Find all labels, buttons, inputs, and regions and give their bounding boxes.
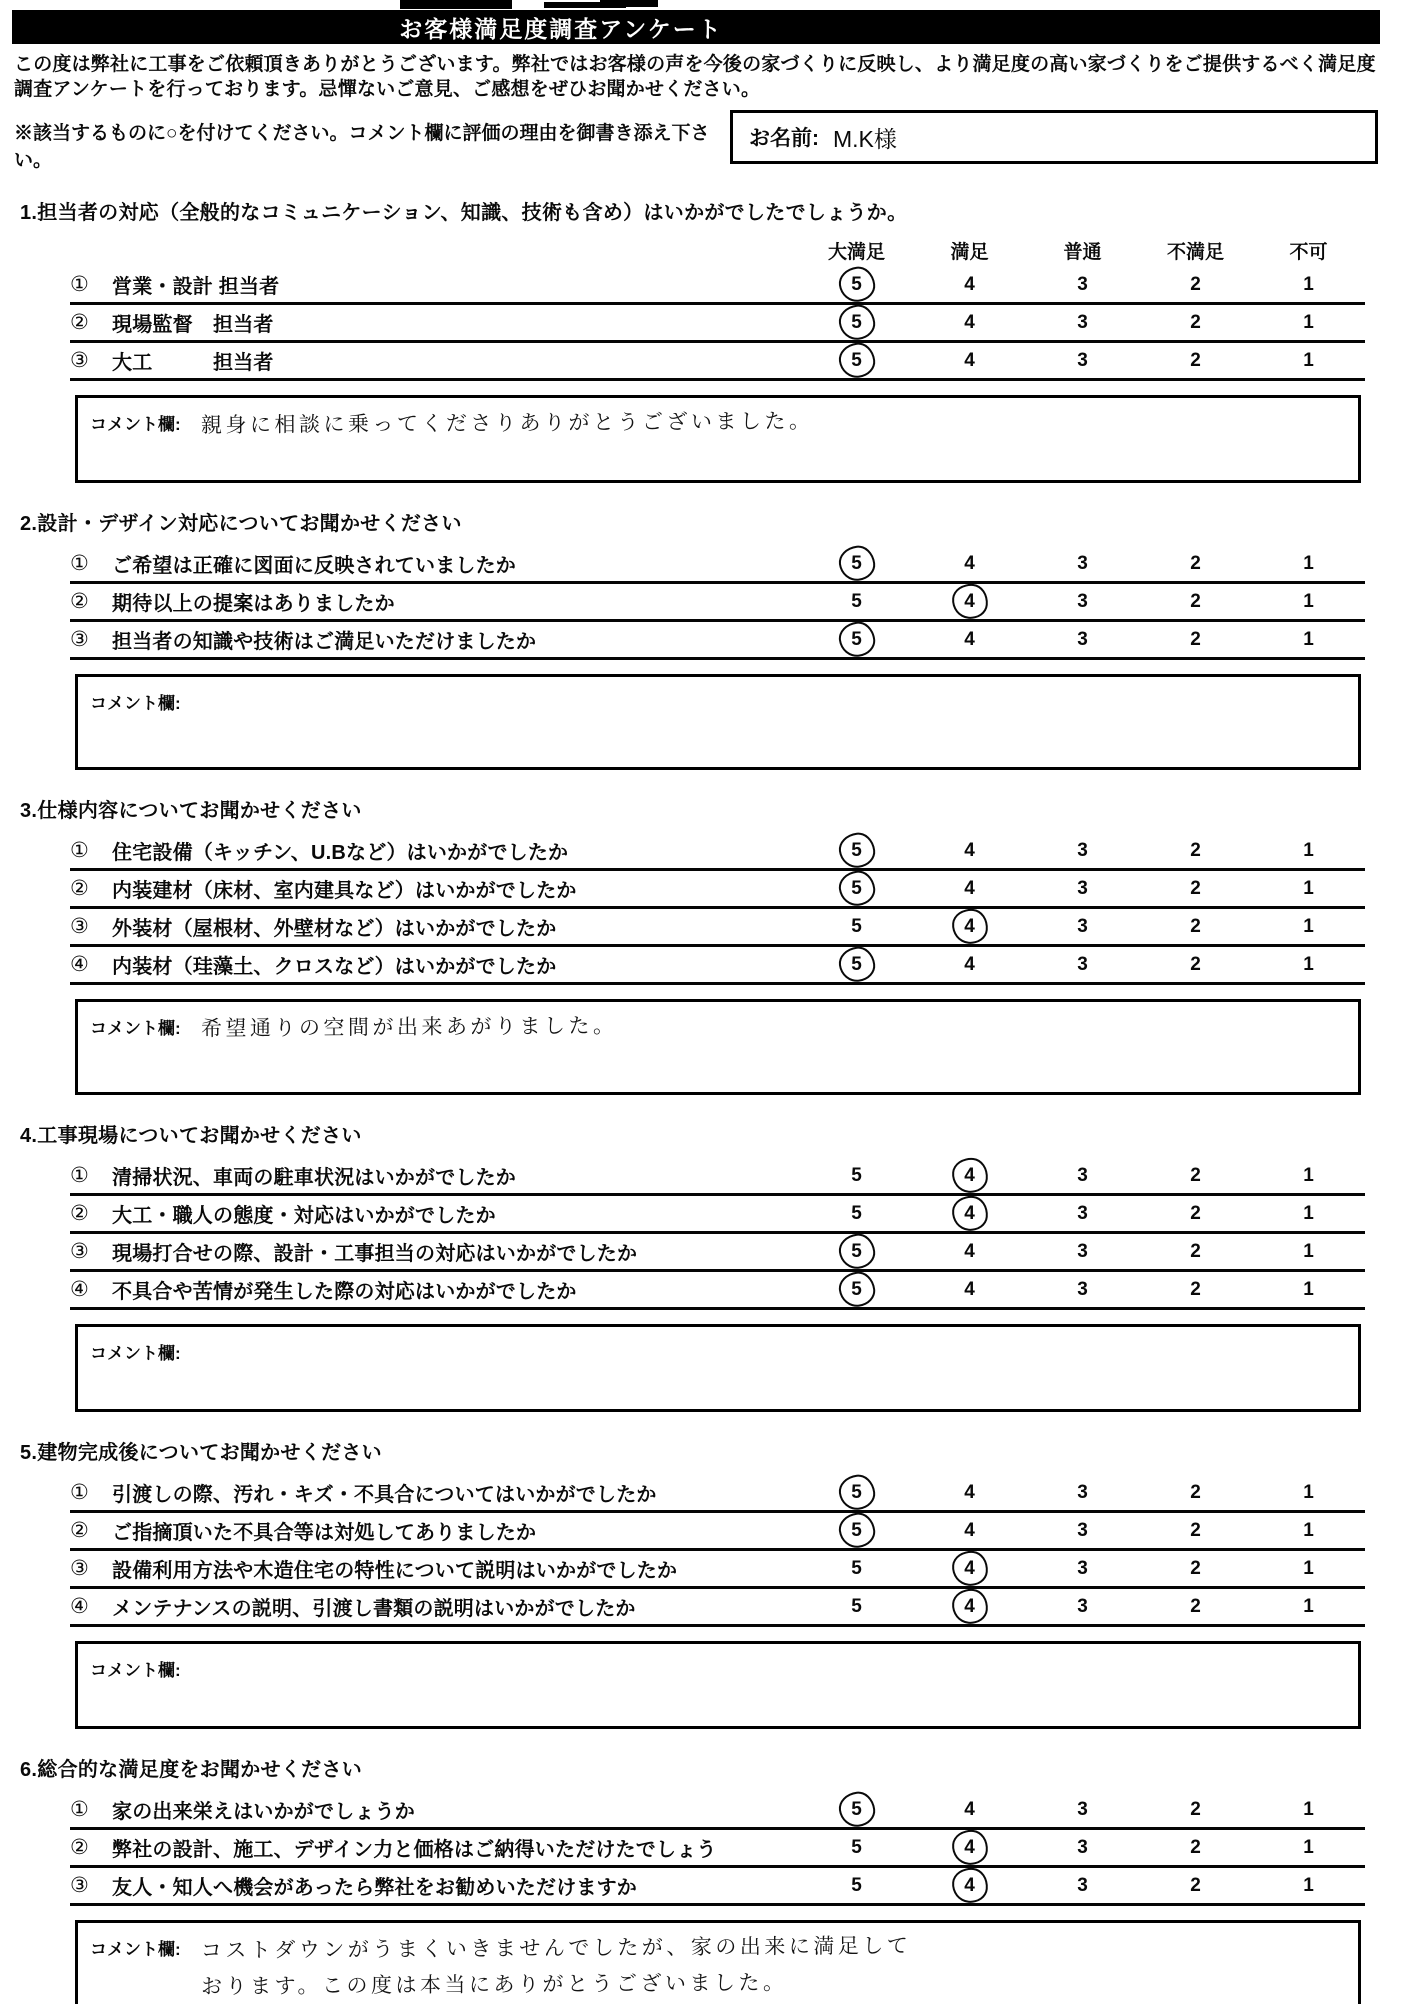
rating-option-2[interactable]: 2 (1190, 552, 1201, 574)
rating-option-3[interactable]: 3 (1077, 915, 1088, 937)
rating-options (800, 350, 1365, 372)
handwritten-comment: コストダウンがうまくいきませんでしたが、家の出来に満足して おります。この度は本当にありがとうございました。 (200, 1934, 912, 1999)
rating-option-4[interactable]: 4 (964, 273, 975, 295)
rating-option-1[interactable]: 1 (1303, 552, 1314, 574)
question-row (70, 1551, 1365, 1589)
rating-option-4[interactable]: 4 (964, 628, 975, 650)
rating-option-3[interactable]: 3 (1077, 877, 1088, 899)
rating-option-5[interactable]: 5 (800, 878, 913, 900)
question-label: 引渡しの際、汚れ・キズ・不具合についてはいかがでしたか (112, 1484, 657, 1506)
rating-option-1[interactable]: 1 (1303, 1240, 1314, 1262)
rating-option-2[interactable]: 2 (1190, 1519, 1201, 1541)
rating-options (800, 274, 1365, 296)
intro-text: この度は弊社に工事をご依頼頂きありがとうございます。弊社ではお客様の声を今後の家づくりに反映し、より満足度の高い家づくりをご提供するべく満足度調査アンケートを行っております。忌憚ないご意見、ご感想をぜひお聞かせください。 (14, 54, 1376, 100)
rating-option-3[interactable]: 3 (1077, 349, 1088, 371)
rating-option-5[interactable]: 5 (851, 1595, 862, 1617)
section-heading: 6.総合的な満足度をお聞かせください (20, 1759, 363, 1781)
question-number: ② (70, 1202, 89, 1225)
scale-header-manzoku: 満足 (950, 242, 989, 263)
handwritten-comment: 希望通りの空間が出来あがりました。 (200, 1014, 618, 1041)
question-label: 期待以上の提案はありましたか (112, 593, 395, 615)
question-row (70, 1234, 1365, 1272)
comment-label: コメント欄: (90, 1344, 181, 1363)
rating-options (800, 1558, 1365, 1580)
question-label: 友人・知人へ機会があったら弊社をお勧めいただけますか (112, 1877, 637, 1899)
question-row (70, 1475, 1365, 1513)
handwritten-comment: 親身に相談に乗ってくださりありがとうございました。 (200, 409, 814, 438)
question-rows (70, 546, 1365, 660)
question-number: ① (70, 552, 89, 575)
instruction-note: ※該当するものに○を付けてください。コメント欄に評価の理由を御書き添え下さい。 (14, 123, 710, 171)
section-heading: 3.仕様内容についてお聞かせください (20, 800, 362, 822)
question-number: ② (70, 877, 89, 900)
question-label: 外装材（屋根材、外壁材など）はいかがでしたか (112, 918, 557, 940)
question-label: 住宅設備（キッチン、U.Bなど）はいかがでしたか (112, 842, 569, 864)
form-title: お客様満足度調査アンケート (399, 15, 723, 42)
rating-options (800, 1241, 1365, 1263)
question-number: ③ (70, 628, 89, 651)
question-row (70, 267, 1365, 305)
rating-option-3[interactable]: 3 (1077, 552, 1088, 574)
rating-option-3[interactable]: 3 (1077, 1278, 1088, 1300)
rating-options (800, 840, 1365, 862)
rating-option-2[interactable]: 2 (1190, 628, 1201, 650)
question-label: メンテナンスの説明、引渡し書類の説明はいかがでしたか (112, 1598, 636, 1620)
rating-option-4[interactable]: 4 (964, 552, 975, 574)
rating-option-1[interactable]: 1 (1303, 915, 1314, 937)
rating-option-4[interactable]: 4 (913, 1165, 1026, 1187)
question-number: ④ (70, 953, 89, 976)
question-label: 内装建材（床材、室内建具など）はいかがでしたか (112, 880, 577, 902)
question-number: ③ (70, 1240, 89, 1263)
scale-header-fuka: 不可 (1289, 242, 1328, 263)
rating-option-2[interactable]: 2 (1190, 839, 1201, 861)
rating-option-1[interactable]: 1 (1303, 1278, 1314, 1300)
rating-option-3[interactable]: 3 (1077, 839, 1088, 861)
rating-option-5[interactable]: 5 (800, 840, 913, 862)
section-4 (0, 1119, 1406, 1412)
rating-option-4[interactable]: 4 (964, 1481, 975, 1503)
comment-box[interactable] (75, 1920, 1361, 2004)
rating-option-5[interactable]: 5 (800, 629, 913, 651)
rating-option-5[interactable]: 5 (800, 1482, 913, 1504)
question-label: 内装材（珪藻土、クロスなど）はいかがでしたか (112, 956, 557, 978)
rating-option-1[interactable]: 1 (1303, 1595, 1314, 1617)
comment-box[interactable] (75, 1324, 1361, 1412)
rating-option-4[interactable]: 4 (964, 877, 975, 899)
rating-option-5[interactable]: 5 (800, 1520, 913, 1542)
rating-options (800, 954, 1365, 976)
rating-option-1[interactable]: 1 (1303, 1557, 1314, 1579)
rating-option-3[interactable]: 3 (1077, 1595, 1088, 1617)
rating-option-5[interactable]: 5 (851, 1836, 862, 1858)
rating-option-3[interactable]: 3 (1077, 1202, 1088, 1224)
comment-label: コメント欄: (90, 415, 181, 434)
rating-options (800, 1482, 1365, 1504)
rating-option-5[interactable]: 5 (851, 590, 862, 612)
rating-option-2[interactable]: 2 (1190, 1595, 1201, 1617)
rating-option-5[interactable]: 5 (851, 1202, 862, 1224)
rating-option-2[interactable]: 2 (1190, 953, 1201, 975)
rating-options (800, 1279, 1365, 1301)
rating-option-3[interactable]: 3 (1077, 1519, 1088, 1541)
comment-label: コメント欄: (90, 694, 181, 713)
question-row (70, 1158, 1365, 1196)
rating-option-4[interactable]: 4 (913, 1558, 1026, 1580)
question-number: ③ (70, 349, 89, 372)
rating-option-2[interactable]: 2 (1190, 1874, 1201, 1896)
question-rows (70, 1792, 1365, 1906)
rating-option-4[interactable]: 4 (913, 916, 1026, 938)
section-6 (0, 1753, 1406, 2004)
question-label: 不具合や苦情が発生した際の対応はいかがでしたか (112, 1281, 577, 1303)
question-number: ③ (70, 915, 89, 938)
rating-options (800, 1875, 1365, 1897)
rating-option-2[interactable]: 2 (1190, 1798, 1201, 1820)
rating-option-2[interactable]: 2 (1190, 273, 1201, 295)
rating-option-1[interactable]: 1 (1303, 1202, 1314, 1224)
question-row (70, 1868, 1365, 1906)
question-label: 営業・設計 担当者 (112, 276, 280, 298)
question-number: ① (70, 839, 89, 862)
rating-option-5[interactable]: 5 (851, 1874, 862, 1896)
question-number: ④ (70, 1595, 89, 1618)
question-row (70, 343, 1365, 381)
question-label: 大工・職人の態度・対応はいかがでしたか (112, 1205, 496, 1227)
rating-option-2[interactable]: 2 (1190, 349, 1201, 371)
rating-option-3[interactable]: 3 (1077, 273, 1088, 295)
rating-option-3[interactable]: 3 (1077, 1874, 1088, 1896)
rating-option-4[interactable]: 4 (913, 1837, 1026, 1859)
rating-options (800, 1165, 1365, 1187)
comment-label: コメント欄: (90, 1940, 181, 1959)
rating-option-2[interactable]: 2 (1190, 877, 1201, 899)
rating-option-2[interactable]: 2 (1190, 590, 1201, 612)
question-number: ③ (70, 1874, 89, 1897)
rating-options (800, 1520, 1365, 1542)
question-label: 設備利用方法や木造住宅の特性について説明はいかがでしたか (112, 1560, 678, 1582)
question-row (70, 909, 1365, 947)
question-rows (70, 833, 1365, 985)
rating-option-4[interactable]: 4 (964, 1519, 975, 1541)
rating-option-1[interactable]: 1 (1303, 953, 1314, 975)
rating-option-1[interactable]: 1 (1303, 1481, 1314, 1503)
question-label: 現場監督 担当者 (112, 314, 274, 336)
scale-header-fumanzoku: 不満足 (1166, 242, 1224, 263)
question-row (70, 546, 1365, 584)
rating-option-1[interactable]: 1 (1303, 349, 1314, 371)
section-3 (0, 794, 1406, 1095)
rating-option-5[interactable]: 5 (800, 553, 913, 575)
rating-option-3[interactable]: 3 (1077, 1240, 1088, 1262)
question-row (70, 1513, 1365, 1551)
rating-option-4[interactable]: 4 (964, 311, 975, 333)
question-row (70, 305, 1365, 343)
question-row (70, 871, 1365, 909)
rating-option-5[interactable]: 5 (851, 1164, 862, 1186)
question-label: 担当者の知識や技術はご満足いただけましたか (112, 631, 537, 653)
question-number: ① (70, 273, 89, 296)
scan-artifact (600, 0, 658, 7)
rating-options (800, 312, 1365, 334)
question-row (70, 584, 1365, 622)
section-heading: 5.建物完成後についてお聞かせください (20, 1442, 382, 1464)
rating-option-5[interactable]: 5 (800, 312, 913, 334)
comment-box[interactable] (75, 999, 1361, 1095)
meta-row (14, 110, 1378, 172)
section-heading: 2.設計・デザイン対応についてお聞かせください (20, 513, 462, 535)
rating-option-5[interactable]: 5 (800, 1279, 913, 1301)
rating-option-1[interactable]: 1 (1303, 590, 1314, 612)
rating-option-1[interactable]: 1 (1303, 1836, 1314, 1858)
question-number: ② (70, 590, 89, 613)
question-number: ② (70, 1519, 89, 1542)
rating-option-1[interactable]: 1 (1303, 1798, 1314, 1820)
question-row (70, 1792, 1365, 1830)
rating-options (800, 591, 1365, 613)
question-row (70, 1830, 1365, 1868)
rating-options (800, 916, 1365, 938)
comment-label: コメント欄: (90, 1661, 181, 1680)
section-heading: 1.担当者の対応（全般的なコミュニケーション、知識、技術も含め）はいかがでしたでしょうか。 (20, 202, 908, 224)
question-label: 大工 担当者 (112, 352, 274, 374)
question-number: ② (70, 1836, 89, 1859)
rating-option-5[interactable]: 5 (800, 350, 913, 372)
rating-option-3[interactable]: 3 (1077, 1557, 1088, 1579)
scan-artifact (400, 0, 512, 9)
rating-option-1[interactable]: 1 (1303, 1519, 1314, 1541)
rating-options (800, 1596, 1365, 1618)
rating-option-5[interactable]: 5 (800, 1241, 913, 1263)
rating-option-5[interactable]: 5 (800, 1799, 913, 1821)
question-row (70, 833, 1365, 871)
form-title-bar (12, 10, 1380, 44)
question-number: ② (70, 311, 89, 334)
rating-option-2[interactable]: 2 (1190, 915, 1201, 937)
comment-box[interactable] (75, 395, 1361, 483)
rating-option-1[interactable]: 1 (1303, 877, 1314, 899)
rating-option-2[interactable]: 2 (1190, 1481, 1201, 1503)
comment-box[interactable] (75, 1641, 1361, 1729)
rating-option-3[interactable]: 3 (1077, 953, 1088, 975)
rating-option-4[interactable]: 4 (964, 349, 975, 371)
rating-option-4[interactable]: 4 (964, 1798, 975, 1820)
rating-option-4[interactable]: 4 (913, 1875, 1026, 1897)
rating-options (800, 629, 1365, 651)
rating-option-2[interactable]: 2 (1190, 1164, 1201, 1186)
rating-option-4[interactable]: 4 (964, 1278, 975, 1300)
rating-option-3[interactable]: 3 (1077, 1164, 1088, 1186)
rating-option-5[interactable]: 5 (851, 915, 862, 937)
question-label: 家の出来栄えはいかがでしょうか (112, 1801, 415, 1823)
rating-scale-header (70, 237, 1365, 263)
rating-option-4[interactable]: 4 (913, 1203, 1026, 1225)
rating-options (800, 553, 1365, 575)
section-1 (0, 196, 1406, 483)
question-number: ① (70, 1798, 89, 1821)
rating-option-2[interactable]: 2 (1190, 1836, 1201, 1858)
question-row (70, 947, 1365, 985)
rating-option-1[interactable]: 1 (1303, 628, 1314, 650)
rating-option-2[interactable]: 2 (1190, 1278, 1201, 1300)
question-number: ③ (70, 1557, 89, 1580)
rating-option-3[interactable]: 3 (1077, 1836, 1088, 1858)
rating-options (800, 878, 1365, 900)
rating-option-3[interactable]: 3 (1077, 1481, 1088, 1503)
scale-header-futsuu: 普通 (1063, 242, 1102, 263)
scale-header-daimanzoku: 大満足 (827, 242, 885, 263)
section-heading: 4.工事現場についてお聞かせください (20, 1125, 362, 1147)
question-label: 現場打合せの際、設計・工事担当の対応はいかがでしたか (112, 1243, 638, 1265)
rating-option-5[interactable]: 5 (800, 954, 913, 976)
rating-option-3[interactable]: 3 (1077, 628, 1088, 650)
rating-option-2[interactable]: 2 (1190, 311, 1201, 333)
rating-options (800, 1203, 1365, 1225)
question-row (70, 1272, 1365, 1310)
question-row (70, 1196, 1365, 1234)
rating-option-4[interactable]: 4 (964, 839, 975, 861)
rating-options (800, 1837, 1365, 1859)
rating-option-4[interactable]: 4 (964, 953, 975, 975)
question-row (70, 1589, 1365, 1627)
rating-option-1[interactable]: 1 (1303, 273, 1314, 295)
rating-option-4[interactable]: 4 (964, 1240, 975, 1262)
section-2 (0, 507, 1406, 770)
question-number: ④ (70, 1278, 89, 1301)
rating-option-5[interactable]: 5 (851, 1557, 862, 1579)
question-rows (70, 1475, 1365, 1627)
question-label: ご指摘頂いた不具合等は対処してありましたか (112, 1522, 537, 1544)
question-rows (70, 1158, 1365, 1310)
rating-option-1[interactable]: 1 (1303, 1164, 1314, 1186)
name-label: お名前: (749, 127, 819, 150)
comment-label: コメント欄: (90, 1019, 181, 1038)
question-label: 弊社の設計、施工、デザイン力と価格はご納得いただけたでしょう (112, 1839, 717, 1861)
question-label: ご希望は正確に図面に反映されていましたか (112, 555, 516, 577)
rating-option-3[interactable]: 3 (1077, 590, 1088, 612)
name-box (730, 110, 1378, 164)
rating-option-4[interactable]: 4 (913, 1596, 1026, 1618)
rating-option-3[interactable]: 3 (1077, 311, 1088, 333)
question-rows (70, 267, 1365, 381)
question-number: ① (70, 1164, 89, 1187)
rating-option-2[interactable]: 2 (1190, 1202, 1201, 1224)
name-value[interactable]: M.K様 (833, 125, 897, 152)
rating-option-1[interactable]: 1 (1303, 1874, 1314, 1896)
rating-option-3[interactable]: 3 (1077, 1798, 1088, 1820)
rating-option-1[interactable]: 1 (1303, 839, 1314, 861)
rating-option-1[interactable]: 1 (1303, 311, 1314, 333)
rating-options (800, 1799, 1365, 1821)
question-row (70, 622, 1365, 660)
comment-box[interactable] (75, 674, 1361, 770)
question-label: 清掃状況、車両の駐車状況はいかがでしたか (112, 1167, 516, 1189)
rating-option-4[interactable]: 4 (913, 591, 1026, 613)
rating-option-2[interactable]: 2 (1190, 1557, 1201, 1579)
section-5 (0, 1436, 1406, 1729)
rating-option-2[interactable]: 2 (1190, 1240, 1201, 1262)
question-number: ① (70, 1481, 89, 1504)
rating-option-5[interactable]: 5 (800, 274, 913, 296)
